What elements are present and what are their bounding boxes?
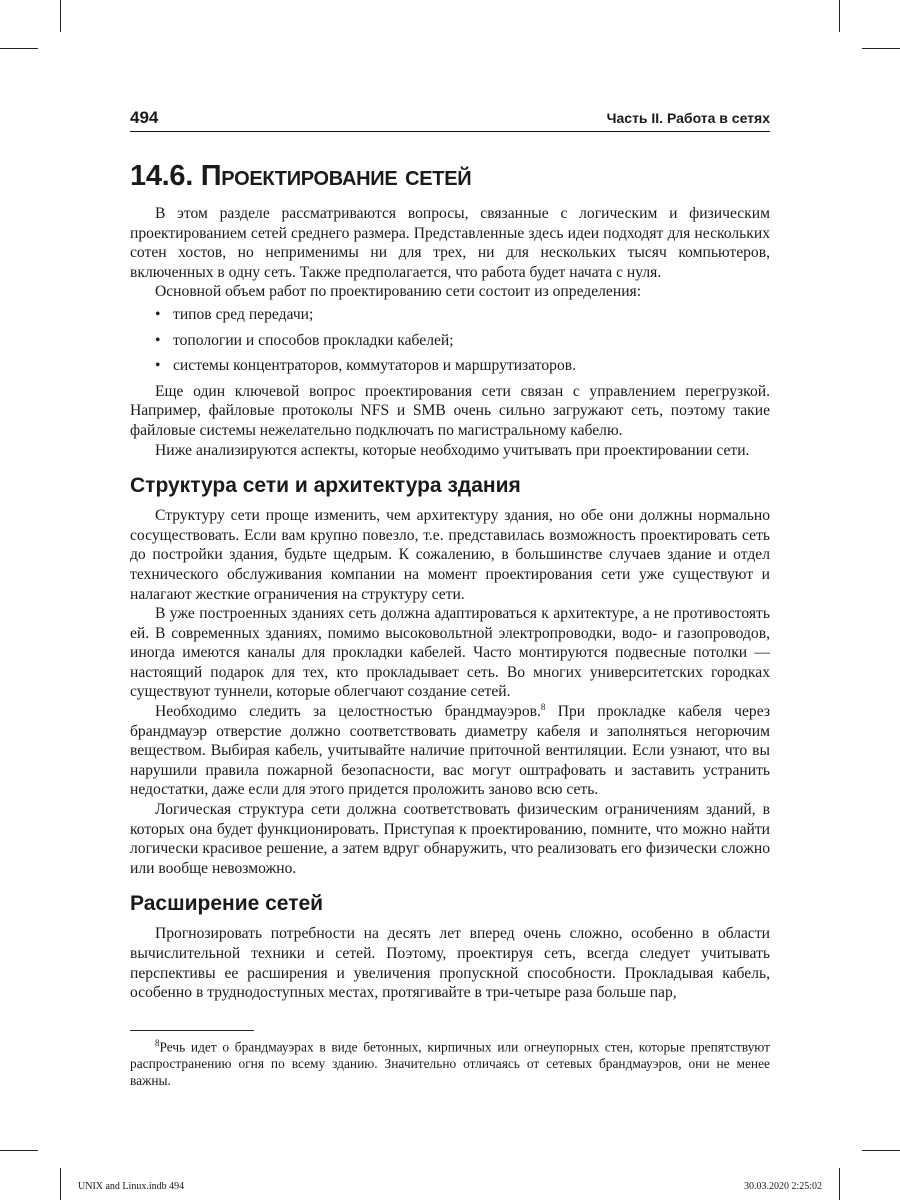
page-number: 494 <box>130 108 159 127</box>
footnote-marker: 8 <box>155 1038 160 1048</box>
bullet-icon: • <box>155 357 161 375</box>
subsection-title: Расширение сетей <box>130 892 324 916</box>
bullet-icon: • <box>155 331 161 349</box>
paragraph: Еще один ключевой вопрос проектирования сети связан с управлением перегрузкой. Например, файловые протоколы NFS и SMB очень сильно загружают сеть, поэтому такие файловые системы нежелательно подключать по магистральному кабелю. <box>130 382 770 439</box>
footnote-rule <box>130 1030 254 1031</box>
part-title: Часть II. Работа в сетях <box>606 110 770 126</box>
running-head <box>130 108 770 128</box>
subsection-title: Структура сети и архитектура здания <box>130 474 521 498</box>
imprint-right: 30.03.2020 2:25:02 <box>743 1181 822 1192</box>
footnote-ref[interactable]: 8 <box>540 701 546 712</box>
list-item: • типов сред передачи; <box>155 305 314 323</box>
crop-mark <box>60 1168 61 1200</box>
crop-mark <box>0 48 38 49</box>
section-title <box>130 158 770 194</box>
bullet-icon: • <box>155 305 161 323</box>
crop-mark <box>862 1150 900 1151</box>
paragraph: В этом разделе рассматриваются вопросы, связанные с логическим и физическим проектированием сетей среднего размера. Представленные здесь идеи подходят для нескольких сотен хостов, но неприменимы ни для трех, ни для нескольких тысяч компьютеров, включенных в одну сеть. Также предполагается, что работа будет начата с нуля. <box>130 205 770 281</box>
section-title-text: Проектирование сетей <box>200 160 472 192</box>
paragraph: Основной объем работ по проектированию сети состоит из определения: <box>155 283 642 301</box>
paragraph: Логическая структура сети должна соответствовать физическим ограничениям зданий, в которых она будет функционировать. Приступая к проектированию, помните, что можно найти логически красивое решение, а затем вдруг обнаружить, что реализовать его физически сложно или вообще невозможно. <box>130 801 770 877</box>
paragraph: Прогнозировать потребности на десять лет вперед очень сложно, особенно в области вычислительной техники и сетей. Поэтому, проектируя сеть, всегда следует учитывать перспективы ее расширения и увеличения пропускной способности. Прокладывая кабель, особенно в труднодоступных местах, протягивайте в три-четыре раза больше пар, <box>130 925 770 1002</box>
paragraph: В уже построенных зданиях сеть должна адаптироваться к архитектуре, а не противостоять ей. В современных зданиях, помимо высоковольтной электропроводки, водо- и газопроводов, иногда имеются каналы для прокладки кабелей. Часто монтируются подвесные потолки — настоящий подарок для тех, кто прокладывает сеть. Во многих университетских городках существуют туннели, которые облегчают создание сетей. <box>130 605 770 701</box>
paragraph: Ниже анализируются аспекты, которые необходимо учитывать при проектировании сети. <box>155 441 750 459</box>
paragraph: Структуру сети проще изменить, чем архитектуру здания, но обе они должны нормально сосуществовать. Если вам крупно повезло, т.е. представилась возможность проектировать сеть до постройки здания, будьте щедрым. К сожалению, в большинстве случаев здание и отдел технического обслуживания компании на момент проектирования сети уже существуют и налагают жесткие ограничения на структуру сети. <box>130 507 770 603</box>
crop-mark <box>862 48 900 49</box>
list-item: • топологии и способов прокладки кабелей; <box>155 331 454 349</box>
page-body <box>130 150 770 1003</box>
section-number: 14.6. <box>130 160 193 192</box>
footnote: $^8$Речь идет о брандмауэрах в виде бетонных, кирпичных или огнеупорных стен, которые препятствуют распространению огня по всему зданию. Значительно отличаясь от сетевых брандмауэров, они не менее важны. <box>130 1038 770 1089</box>
crop-mark <box>60 0 61 32</box>
bullet-list <box>130 305 770 376</box>
paragraph: Необходимо следить за целостностью брандмауэров.$^8$ При прокладке кабеля через брандмауэр отверстие должно соответствовать диаметру кабеля и заполняться негорючим веществом. Выбирая кабель, учитывайте наличие приточной вентиляции. Если узнают, что вы нарушили правила пожарной безопасности, вас могут оштрафовать и заставить устранить недостатки, даже если для этого придется проложить заново всю сеть. <box>130 701 770 799</box>
list-item: • системы концентраторов, коммутаторов и маршрутизаторов. <box>155 357 576 375</box>
imprint-left: UNIX and Linux.indb 494 <box>78 1181 185 1192</box>
crop-mark <box>839 0 840 32</box>
crop-mark <box>0 1150 38 1151</box>
header-rule <box>130 131 770 132</box>
crop-mark <box>839 1168 840 1200</box>
